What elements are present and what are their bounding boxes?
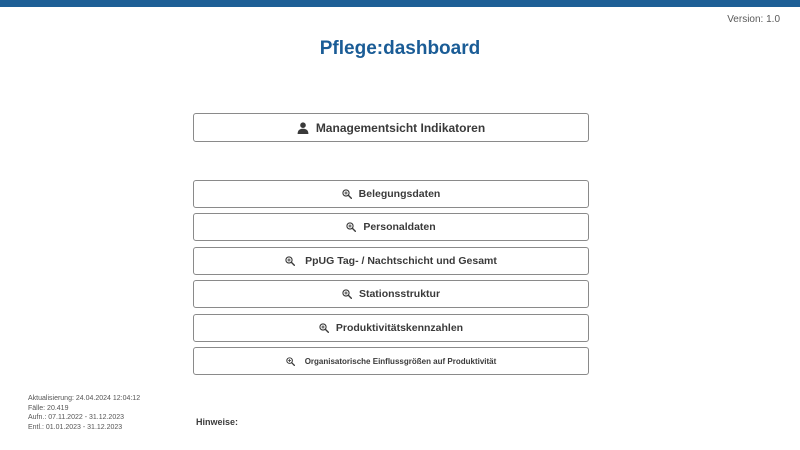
zoom-in-icon: [342, 189, 352, 199]
staff-data-button[interactable]: [193, 213, 589, 241]
zoom-in-icon: [286, 357, 295, 366]
data-status-info: [28, 394, 140, 432]
management-view-label: Managementsicht Indikatoren: [315, 120, 486, 135]
productivity-metrics-button[interactable]: [193, 314, 589, 342]
ppug-shift-label: PpUG Tag- / Nachtschicht und Gesamt: [305, 255, 497, 267]
zoom-in-icon: [319, 323, 329, 333]
productivity-metrics-label: Produktivitätskennzahlen: [335, 322, 464, 334]
ward-structure-button[interactable]: [193, 280, 589, 308]
notes-heading: Hinweise:: [196, 417, 239, 427]
staff-data-label: Personaldaten: [363, 221, 436, 233]
last-update-text: Aktualisierung: 24.04.2024 12:04:12: [28, 395, 141, 402]
discharge-range-text: Entl.: 01.01.2023 - 31.12.2023: [28, 423, 123, 431]
ppug-shift-button[interactable]: [193, 247, 589, 275]
organizational-factors-label: Organisatorische Einflussgrößen auf Produktivität: [304, 356, 497, 366]
admission-range-text: Aufn.: 07.11.2022 - 31.12.2023: [28, 414, 125, 421]
person-icon: [297, 122, 309, 134]
zoom-in-icon: [342, 289, 352, 299]
zoom-in-icon: [285, 256, 295, 266]
top-accent-bar: [0, 0, 800, 7]
organizational-factors-button[interactable]: [193, 347, 589, 375]
page-title: Pflege:dashboard: [319, 38, 481, 59]
zoom-in-icon: [346, 222, 356, 232]
management-view-button[interactable]: [193, 113, 589, 142]
version-label: Version: 1.0: [727, 14, 780, 25]
case-count-text: Fälle: 20.419: [28, 404, 69, 412]
ward-structure-label: Stationsstruktur: [358, 288, 441, 300]
occupancy-data-button[interactable]: [193, 180, 589, 208]
occupancy-data-label: Belegungsdaten: [358, 188, 441, 200]
